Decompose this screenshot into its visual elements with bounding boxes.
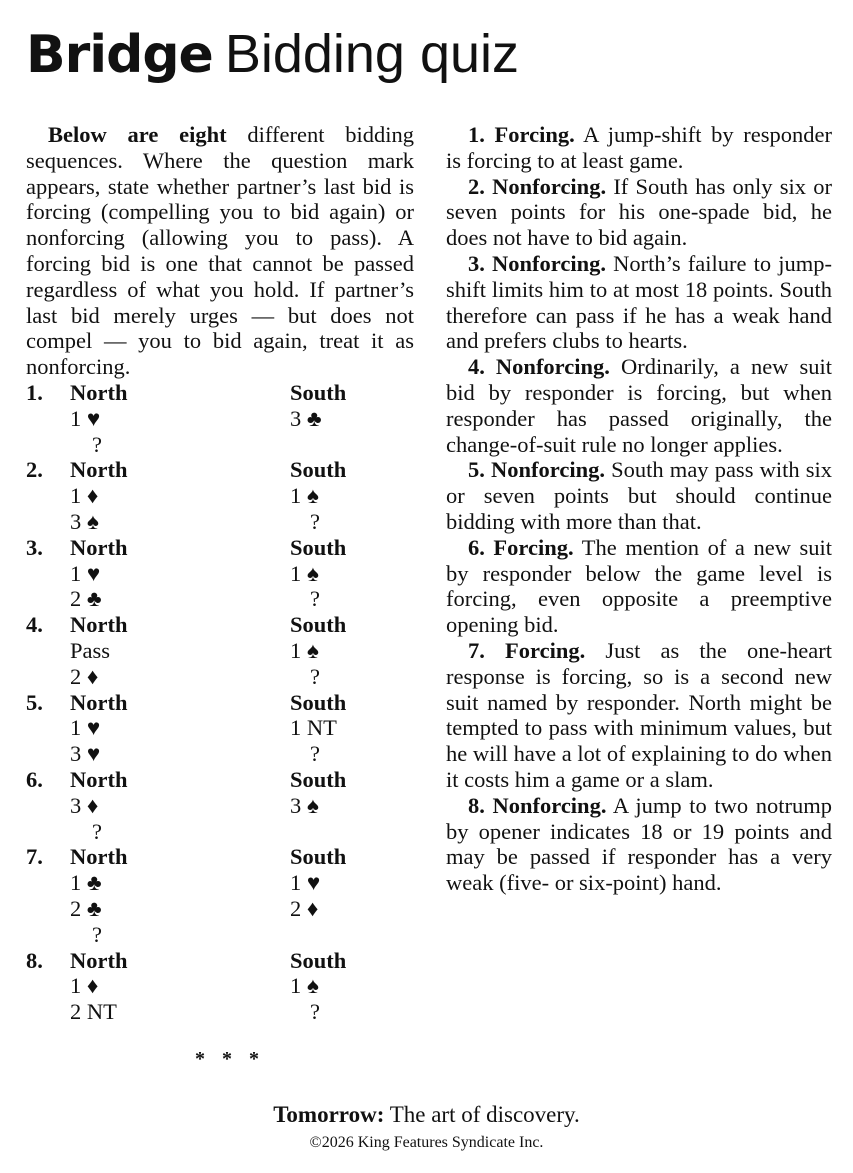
answer-text: If South has only six or seven points for his one-spade bid, he does not have to bid again.	[446, 173, 832, 251]
answer-paragraph	[446, 122, 832, 174]
bid-row	[26, 406, 414, 432]
answer-text: South may pass with six or seven points but should continue bidding with more than that.	[446, 457, 833, 534]
tomorrow-text: The art of discovery.	[384, 1102, 580, 1127]
north-bid: 1 ♦	[70, 973, 99, 999]
answer-lead: 5. Nonforcing.	[468, 457, 605, 483]
bid-row	[26, 432, 414, 458]
answer-lead: 4. Nonforcing.	[468, 354, 610, 380]
north-bid: 1 ♥	[70, 560, 101, 586]
bid-row	[26, 509, 414, 535]
answer-paragraph	[446, 251, 832, 354]
north-bid: 3 ♥	[70, 741, 101, 767]
sequence-number: 8.	[26, 947, 43, 973]
north-bid: 1 ♣	[70, 870, 102, 896]
south-bid: ?	[310, 663, 320, 689]
answer-lead: 6. Forcing.	[468, 534, 574, 560]
north-label: North	[70, 689, 128, 715]
copyright: ©2026 King Features Syndicate Inc.	[309, 1134, 544, 1151]
south-bid: ?	[310, 999, 320, 1025]
sequence-number: 4.	[26, 612, 43, 638]
south-label: South	[290, 844, 347, 870]
north-label: North	[70, 379, 128, 405]
bid-row	[26, 973, 414, 999]
bid-row	[26, 793, 414, 819]
intro-text: different bidding sequences. Where the question mark appears, state whether partner’s last bid is forcing (compelling you to bid again) or nonforcing (allowing you to pass). A forcing bid is one that cannot be passed regardless of what you hold. If partner’s last bid merely urges — but does not compel — you to bid again, treat it as nonforcing.	[26, 122, 414, 380]
north-bid: ?	[92, 818, 102, 844]
intro-paragraph	[26, 122, 414, 380]
bid-row	[26, 819, 414, 845]
bid-row	[26, 741, 414, 767]
north-bid: 1 ♥	[70, 715, 101, 741]
sequence-header	[26, 690, 414, 716]
south-label: South	[290, 689, 347, 715]
north-bid: Pass	[70, 637, 111, 663]
north-bid: 3 ♠	[70, 508, 99, 534]
north-label: North	[70, 534, 128, 560]
answer-paragraph	[446, 535, 832, 638]
answer-paragraph	[446, 638, 832, 793]
south-bid: 1 ♠	[290, 637, 319, 663]
south-bid: 1 ♠	[290, 973, 319, 999]
bid-row	[26, 715, 414, 741]
bid-row	[26, 638, 414, 664]
south-label: South	[290, 947, 347, 973]
south-label: South	[290, 379, 347, 405]
sequence-header	[26, 767, 414, 793]
north-label: North	[70, 766, 128, 792]
north-label: North	[70, 844, 128, 870]
north-bid: ?	[92, 431, 102, 457]
south-bid: 3 ♠	[290, 792, 319, 818]
tomorrow-line	[0, 1102, 853, 1128]
sequence-number: 1.	[26, 379, 43, 405]
north-label: North	[70, 947, 128, 973]
south-bid: 3 ♣	[290, 405, 322, 431]
answer-lead: 3. Nonforcing.	[468, 250, 606, 276]
sequence-header	[26, 457, 414, 483]
south-bid: ?	[310, 586, 320, 612]
north-bid: 1 ♥	[70, 405, 101, 431]
sequence-number: 5.	[26, 689, 43, 715]
answer-lead: 2. Nonforcing.	[468, 173, 607, 199]
north-label: North	[70, 612, 128, 638]
bid-row	[26, 586, 414, 612]
page-title	[26, 18, 519, 90]
sequence-header	[26, 535, 414, 561]
sequence-header	[26, 844, 414, 870]
south-bid: 1 ♥	[290, 870, 321, 896]
north-bid: 2 NT	[70, 999, 117, 1025]
sequence-header	[26, 948, 414, 974]
answer-text: Just as the one-heart response is forcing, so is a second new suit named by responder. North might be tempted to pass with minimum values, but he will have a lot of explaining to do when it costs him a game or a slam.	[446, 637, 832, 792]
answer-lead: 1. Forcing.	[468, 122, 575, 147]
south-label: South	[290, 457, 347, 483]
south-label: South	[290, 766, 347, 792]
answer-lead: 7. Forcing.	[468, 637, 586, 663]
south-bid: ?	[310, 741, 320, 767]
answer-text: North’s failure to jump-shift limits him to at most 18 points. South therefore can pass if he has a weak hand and prefers clubs to hearts.	[446, 250, 832, 354]
sequence-number: 7.	[26, 844, 43, 870]
bid-row	[26, 561, 414, 587]
answer-paragraph	[446, 793, 832, 896]
intro-lead: Below are eight	[48, 122, 227, 147]
answer-paragraph	[446, 457, 832, 534]
south-label: South	[290, 612, 347, 638]
answer-lead: 8. Nonforcing.	[468, 792, 607, 818]
section-separator: * * *	[195, 1048, 265, 1070]
south-bid: 1 NT	[290, 715, 337, 741]
bid-row	[26, 922, 414, 948]
sequence-number: 6.	[26, 766, 43, 792]
north-bid: 2 ♣	[70, 586, 102, 612]
tomorrow-lead: Tomorrow:	[273, 1102, 385, 1127]
bid-row	[26, 483, 414, 509]
south-bid: ?	[310, 508, 320, 534]
north-bid: 2 ♣	[70, 895, 102, 921]
answers-column	[446, 122, 832, 896]
south-bid: 2 ♦	[290, 895, 319, 921]
bid-row	[26, 870, 414, 896]
answer-text: A jump-shift by responder is forcing to at least game.	[446, 122, 832, 173]
bid-row	[26, 896, 414, 922]
south-label: South	[290, 534, 347, 560]
title-light-words: Bidding quiz	[224, 24, 520, 84]
north-bid: ?	[92, 921, 102, 947]
sequence-header	[26, 612, 414, 638]
answer-text: The mention of a new suit by responder below the game level is forcing, even opposite a preemptive opening bid.	[446, 534, 832, 638]
answer-text: A jump to two notrump by opener indicates 18 or 19 points and may be passed if responder has a very weak (five- or six-point) hand.	[446, 792, 833, 896]
north-bid: 2 ♦	[70, 663, 99, 689]
south-bid: 1 ♠	[290, 560, 319, 586]
north-label: North	[70, 457, 128, 483]
sequence-header	[26, 380, 414, 406]
north-bid: 1 ♦	[70, 483, 99, 509]
sequence-number: 3.	[26, 534, 43, 560]
bidding-sequences	[26, 380, 414, 1025]
title-bold-word: Bridge	[26, 25, 213, 85]
left-column	[26, 122, 414, 1025]
answer-paragraph	[446, 354, 832, 457]
answer-text: Ordinarily, a new suit bid by responder is forcing, but when responder has passed originally, the change-of-suit rule no longer applies.	[446, 354, 832, 457]
south-bid: 1 ♠	[290, 483, 319, 509]
answer-paragraph	[446, 174, 832, 251]
north-bid: 3 ♦	[70, 792, 99, 818]
bid-row	[26, 999, 414, 1025]
sequence-number: 2.	[26, 457, 43, 483]
bid-row	[26, 664, 414, 690]
